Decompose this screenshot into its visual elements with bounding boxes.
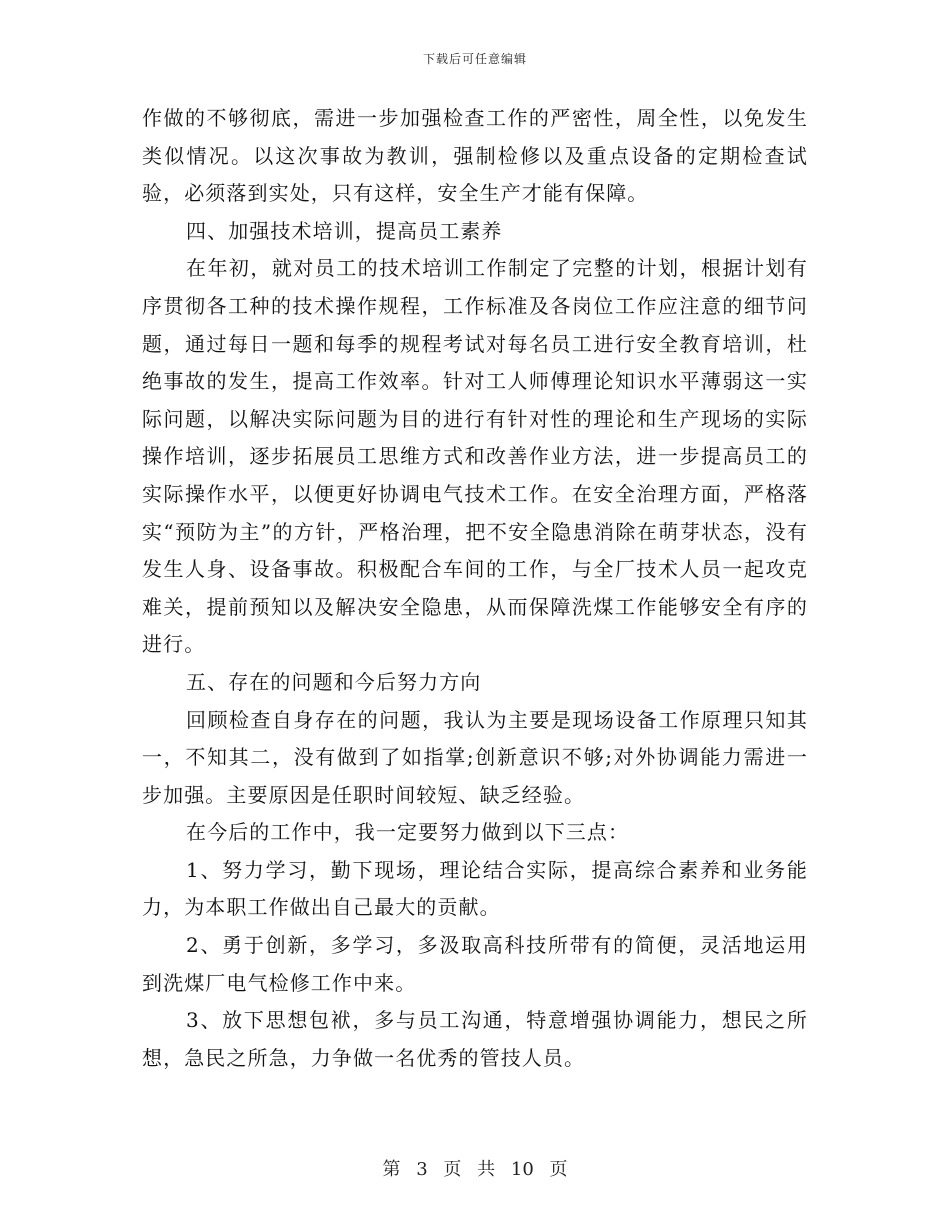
section-heading-4: 四、加强技术培训，提高员工素养 bbox=[186, 218, 503, 243]
list-item-1: 1、努力学习，勤下现场，理论结合实际，提高综合素养和业务能力，为本职工作做出自己最大的贡献。 bbox=[142, 857, 808, 920]
footer-suffix: 页 bbox=[549, 1159, 568, 1180]
total-pages-number: 10 bbox=[510, 1159, 534, 1180]
paragraph-problems: 回顾检查自身存在的问题，我认为主要是现场设备工作原理只知其一，不知其二，没有做到了如指掌;创新意识不够;对外协调能力需进一步加强。主要原因是任职时间较短、缺乏经验。 bbox=[142, 707, 808, 807]
section-heading-5: 五、存在的问题和今后努力方向 bbox=[186, 669, 482, 694]
page-header: 下载后可任意编辑 bbox=[422, 52, 527, 66]
page-footer bbox=[0, 1155, 950, 1181]
document-body bbox=[142, 100, 808, 1077]
paragraph-continuation: 作做的不够彻底，需进一步加强检查工作的严密性，周全性，以免发生类似情况。以这次事故为教训，强制检修以及重点设备的定期检查试验，必须落到实处，只有这样，安全生产才能有保障。 bbox=[142, 106, 808, 206]
paragraph-future-intro: 在今后的工作中，我一定要努力做到以下三点： bbox=[186, 820, 630, 845]
list-item-3: 3、放下思想包袱，多与员工沟通，特意增强协调能力，想民之所想，急民之所急，力争做一名优秀的管技人员。 bbox=[142, 1008, 808, 1070]
footer-total-label: 共 bbox=[477, 1159, 496, 1180]
footer-prefix: 第 bbox=[382, 1159, 401, 1180]
footer-page-label: 页 bbox=[443, 1159, 462, 1180]
list-item-2: 2、勇于创新，多学习，多汲取高科技所带有的简便，灵活地运用到洗煤厂电气检修工作中来。 bbox=[142, 933, 808, 995]
current-page-number: 3 bbox=[416, 1159, 428, 1180]
paragraph-training: 在年初，就对员工的技术培训工作制定了完整的计划，根据计划有序贯彻各工种的技术操作规程，工作标准及各岗位工作应注意的细节问题，通过每日一题和每季的规程考试对每名员工进行安全教育培训，杜绝事故的发生，提高工作效率。针对工人师傅理论知识水平薄弱这一实际问题，以解决实际问题为目的进行有针对性的理论和生产现场的实际操作培训，逐步拓展员工思维方式和改善作业方法，进一步提高员工的实际操作水平，以便更好协调电气技术工作。在安全治理方面，严格落实“预防为主”的方针，严格治理，把不安全隐患消除在萌芽状态，没有发生人身、设备事故。积极配合车间的工作，与全厂技术人员一起攻克难关，提前预知以及解决安全隐患，从而保障洗煤工作能够安全有序的进行。 bbox=[142, 256, 808, 657]
